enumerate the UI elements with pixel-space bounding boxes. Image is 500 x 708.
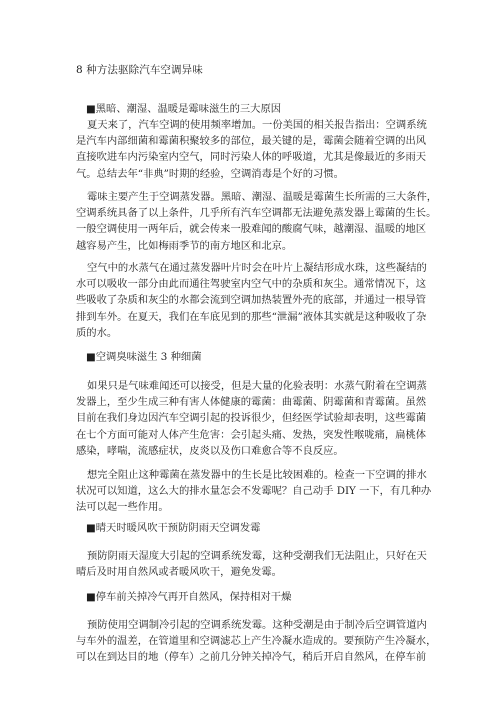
document-title: 8 种方法驱除汽车空调异味 — [76, 64, 203, 76]
paragraph-line: 质的水。 — [76, 326, 118, 339]
paragraph-line: 些吸收了杂质和灰尘的水都会流到空调加热装置外壳的底部，并通过一根导管 — [76, 294, 427, 307]
paragraph-line: 晴后及时用自然风或者暖风吹干，避免发霉。 — [76, 566, 282, 579]
paragraph-line: 在七个方面可能对人体产生危害：会引起头痛、发热，突发性喉咙痛，扁桃体 — [76, 428, 427, 441]
paragraph-line: 水可以吸收一部分由此而通往驾驶室内空气中的杂质和灰尘。通常情况下，这 — [76, 278, 427, 291]
paragraph-line: 霉味主要产生于空调蒸发器。黑暗、潮湿、温暖是霉菌生长所需的三大条件， — [87, 191, 438, 203]
paragraph-line: 空调系统具备了以上条件，几乎所有汽车空调都无法避免蒸发器上霉菌的生长。 — [76, 207, 437, 220]
paragraph-line: 空气中的水蒸气在通过蒸发器叶片时会在叶片上凝结形成水珠，这些凝结的 — [87, 262, 427, 274]
paragraph-line: 与车外的温差，在管道里和空调滤芯上产生冷凝水造成的。要预防产生冷凝水， — [76, 635, 437, 648]
heading-line: ■黑暗、潮湿、温暖是霉味滋生的三大原因 — [86, 103, 282, 115]
paragraph — [76, 117, 436, 182]
section-heading — [76, 349, 436, 365]
paragraph-line: 发器上，至少生成三种有害人体健康的霉菌：曲霉菌、阴霉菌和青霉菌。虽然 — [76, 396, 427, 409]
paragraph-line: 夏天来了，汽车空调的使用频率增加。一份美国的相关报告指出：空调系统 — [87, 119, 427, 131]
paragraph-line: 越容易产生，比如梅雨季节的南方地区和北京。 — [76, 239, 293, 252]
paragraph-line: 想完全阻止这种霉菌在蒸发器中的生长是比较困难的。检查一下空调的排水 — [87, 469, 427, 481]
section-heading — [76, 520, 436, 536]
section-heading — [76, 101, 436, 117]
paragraph-line: 如果只是气味难闻还可以接受，但是大量的化验表明：水蒸气附着在空调蒸 — [87, 380, 427, 392]
paragraph-line: 感染，哮喘，流感症状，皮炎以及伤口难愈合等不良反应。 — [76, 444, 344, 457]
paragraph-line: 预防阴雨天湿度大引起的空调系统发霉，这种受潮我们无法阻止，只好在天 — [87, 550, 427, 562]
section-heading — [76, 589, 436, 605]
paragraph-line: 直接吹进车内污染室内空气，同时污染人体的呼吸道，尤其是像最近的多雨天 — [76, 151, 427, 164]
paragraph — [76, 378, 436, 459]
heading-line: ■停车前关掉冷气再开自然风，保持相对干燥 — [86, 591, 292, 603]
paragraph — [76, 260, 436, 341]
paragraph-line: 目前在我们身边因汽车空调引起的投诉很少，但经医学试验却表明，这些霉菌 — [76, 412, 427, 425]
paragraph-line: 排到车外。在夏天，我们在车底见到的那些“泄漏”液体其实就是这种吸收了杂 — [76, 310, 427, 323]
paragraph — [76, 467, 436, 516]
paragraph-line: 是汽车内部细菌和霉菌积聚较多的部位，最关键的是，霉菌会随着空调的出风 — [76, 135, 427, 148]
heading-line: ■晴天时暖风吹干预防阴雨天空调发霉 — [86, 522, 261, 534]
paragraph-line: 预防使用空调制冷引起的空调系统发霉。这种受潮是由于制冷后空调管道内 — [87, 619, 427, 631]
paragraph — [76, 548, 436, 580]
paragraph-line: 法可以起一些作用。 — [76, 501, 169, 514]
paragraph — [76, 189, 436, 254]
paragraph-line: 气。总结去年“非典”时期的经验，空调消毒是个好的习惯。 — [76, 167, 344, 180]
paragraph-line: 一般空调使用一两年后，就会传来一股难闻的酸腐气味，越潮湿、温暖的地区 — [76, 223, 427, 236]
paragraph — [76, 617, 436, 666]
heading-line: ■空调臭味滋生 3 种细菌 — [86, 351, 202, 363]
paragraph-line: 状况可以知道，这么大的排水量怎会不发霉呢？自己动手 DIY 一下，有几种办 — [76, 485, 432, 498]
paragraph-line: 可以在到达目的地（停车）之前几分钟关掉冷气，稍后开启自然风，在停车前 — [76, 651, 427, 664]
